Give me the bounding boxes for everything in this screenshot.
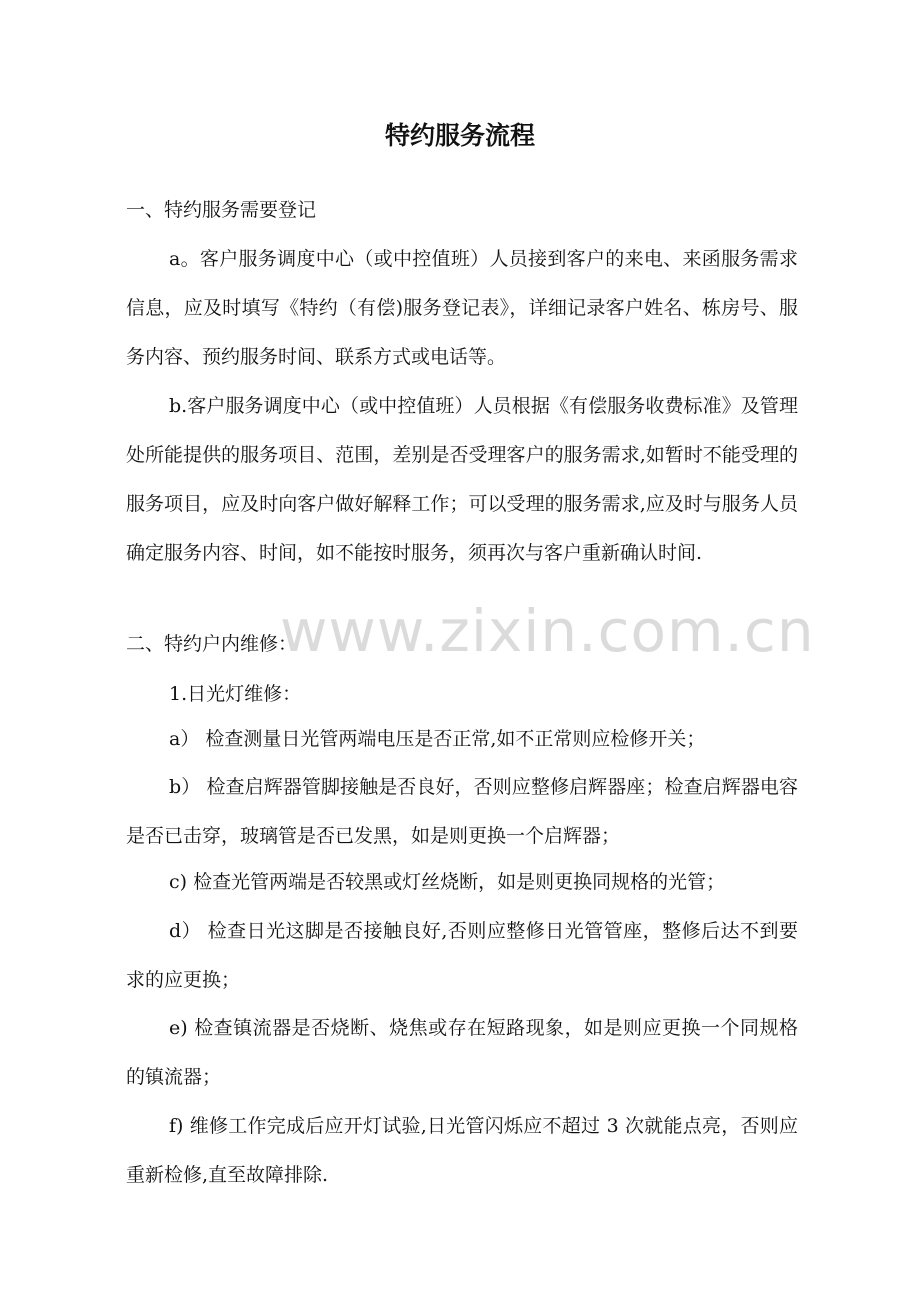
section-heading-maintenance: 二、特约户内维修： <box>126 633 298 655</box>
list-item-e: e) 检查镇流器是否烧断、烧焦或存在短路现象，如是则应更换一个同规格的镇流器； <box>126 1017 798 1088</box>
watermark: www.zixin.com.cn <box>280 597 815 665</box>
paragraph-item-a: a。客户服务调度中心（或中控值班）人员接到客户的来电、来函服务需求信息，应及时填写《特约（有偿)服务登记表》，详细记录客户姓名、栋房号、服务内容、预约服务时间、联系方式或电话等。 <box>126 248 798 368</box>
list-item-b: b） 检查启辉器管脚接触是否良好，否则应整修启辉器座；检查启辉器电容是否已击穿，玻璃管是否已发黑，如是则更换一个启辉器； <box>126 776 798 847</box>
list-item-f: f) 维修工作完成后应开灯试验,日光管闪烁应不超过 3 次就能点亮，否则应重新检修,直至故障排除. <box>126 1115 798 1186</box>
section-heading-registration: 一、特约服务需要登记 <box>126 199 317 221</box>
list-item-a: a） 检查测量日光管两端电压是否正常,如不正常则应检修开关； <box>169 728 706 750</box>
list-item-d: d） 检查日光这脚是否接触良好,否则应整修日光管管座，整修后达不到要求的应更换； <box>126 920 798 991</box>
subheading-fluorescent-lamp: 1.日光灯维修： <box>169 683 302 705</box>
paragraph-item-b: b.客户服务调度中心（或中控值班）人员根据《有偿服务收费标准》及管理处所能提供的服务项目、范围，差别是否受理客户的服务需求,如暂时不能受理的服务项目，应及时向客户做好解释工作；可以受理的服务需求,应及时与服务人员确定服务内容、时间，如不能按时服务，须再次与客户重新确认时间. <box>126 395 798 564</box>
list-item-c: c) 检查光管两端是否较黑或灯丝烧断，如是则更换同规格的光管； <box>169 871 726 893</box>
document-title: 特约服务流程 <box>384 121 535 150</box>
